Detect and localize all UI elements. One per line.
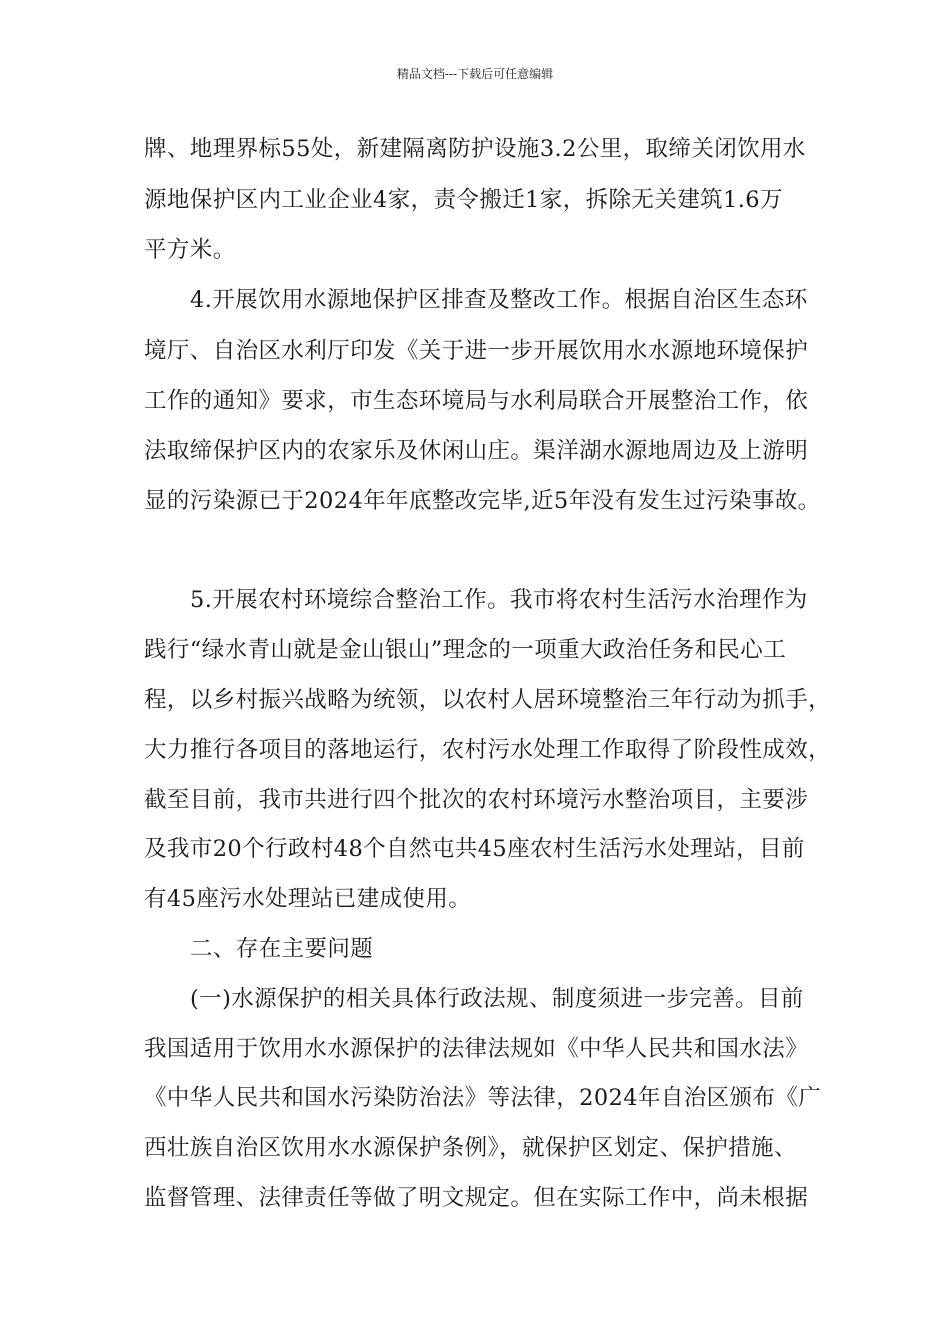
text-line: 程，以乡村振兴战略为统领，以农村人居环境整治三年行动为抓手， (144, 687, 832, 713)
page-header: 精品文档---下载后可任意编辑 (396, 67, 554, 81)
text-line: 《中华人民共和国水污染防治法》等法律，2024年自治区颁布《广 (144, 1085, 822, 1111)
paragraph-start-line: 4.开展饮用水源地保护区排查及整改工作。根据自治区生态环 (190, 287, 808, 313)
text-line: 大力推行各项目的落地运行，农村污水处理工作取得了阶段性成效， (144, 737, 832, 763)
text-line: 显的污染源已于2024年年底整改完毕,近5年没有发生过污染事故。 (144, 488, 821, 514)
paragraph-start-line: (一)水源保护的相关具体行政法规、制度须进一步完善。目前 (190, 986, 804, 1012)
text-line: 西壮族自治区饮用水水源保护条例》，就保护区划定、保护措施、 (144, 1135, 797, 1161)
text-line: 平方米。 (144, 237, 236, 263)
text-line: 践行“绿水青山就是金山银山”理念的一项重大政治任务和民心工 (144, 637, 787, 663)
text-line: 境厅、自治区水利厅印发《关于进一步开展饮用水水源地环境保护 (144, 338, 809, 364)
section-heading: 二、存在主要问题 (190, 936, 374, 962)
text-line: 有45座污水处理站已建成使用。 (144, 886, 472, 912)
text-line: 工作的通知》要求，市生态环境局与水利局联合开展整治工作，依 (144, 388, 809, 414)
text-line: 牌、地理界标55处，新建隔离防护设施3.2公里，取缔关闭饮用水 (144, 136, 806, 162)
text-line: 我国适用于饮用水水源保护的法律法规如《中华人民共和国水法》 (144, 1036, 809, 1062)
paragraph-start-line: 5.开展农村环境综合整治工作。我市将农村生活污水治理作为 (190, 587, 808, 613)
text-line: 源地保护区内工业企业4家，责令搬迁1家，拆除无关建筑1.6万 (144, 187, 783, 213)
text-line: 及我市20个行政村48个自然屯共45座农村生活污水处理站，目前 (144, 836, 805, 862)
text-line: 监督管理、法律责任等做了明文规定。但在实际工作中，尚未根据 (144, 1185, 809, 1211)
text-line: 截至目前，我市共进行四个批次的农村环境污水整治项目，主要涉 (144, 787, 809, 813)
text-line: 法取缔保护区内的农家乐及休闲山庄。渠洋湖水源地周边及上游明 (144, 438, 809, 464)
